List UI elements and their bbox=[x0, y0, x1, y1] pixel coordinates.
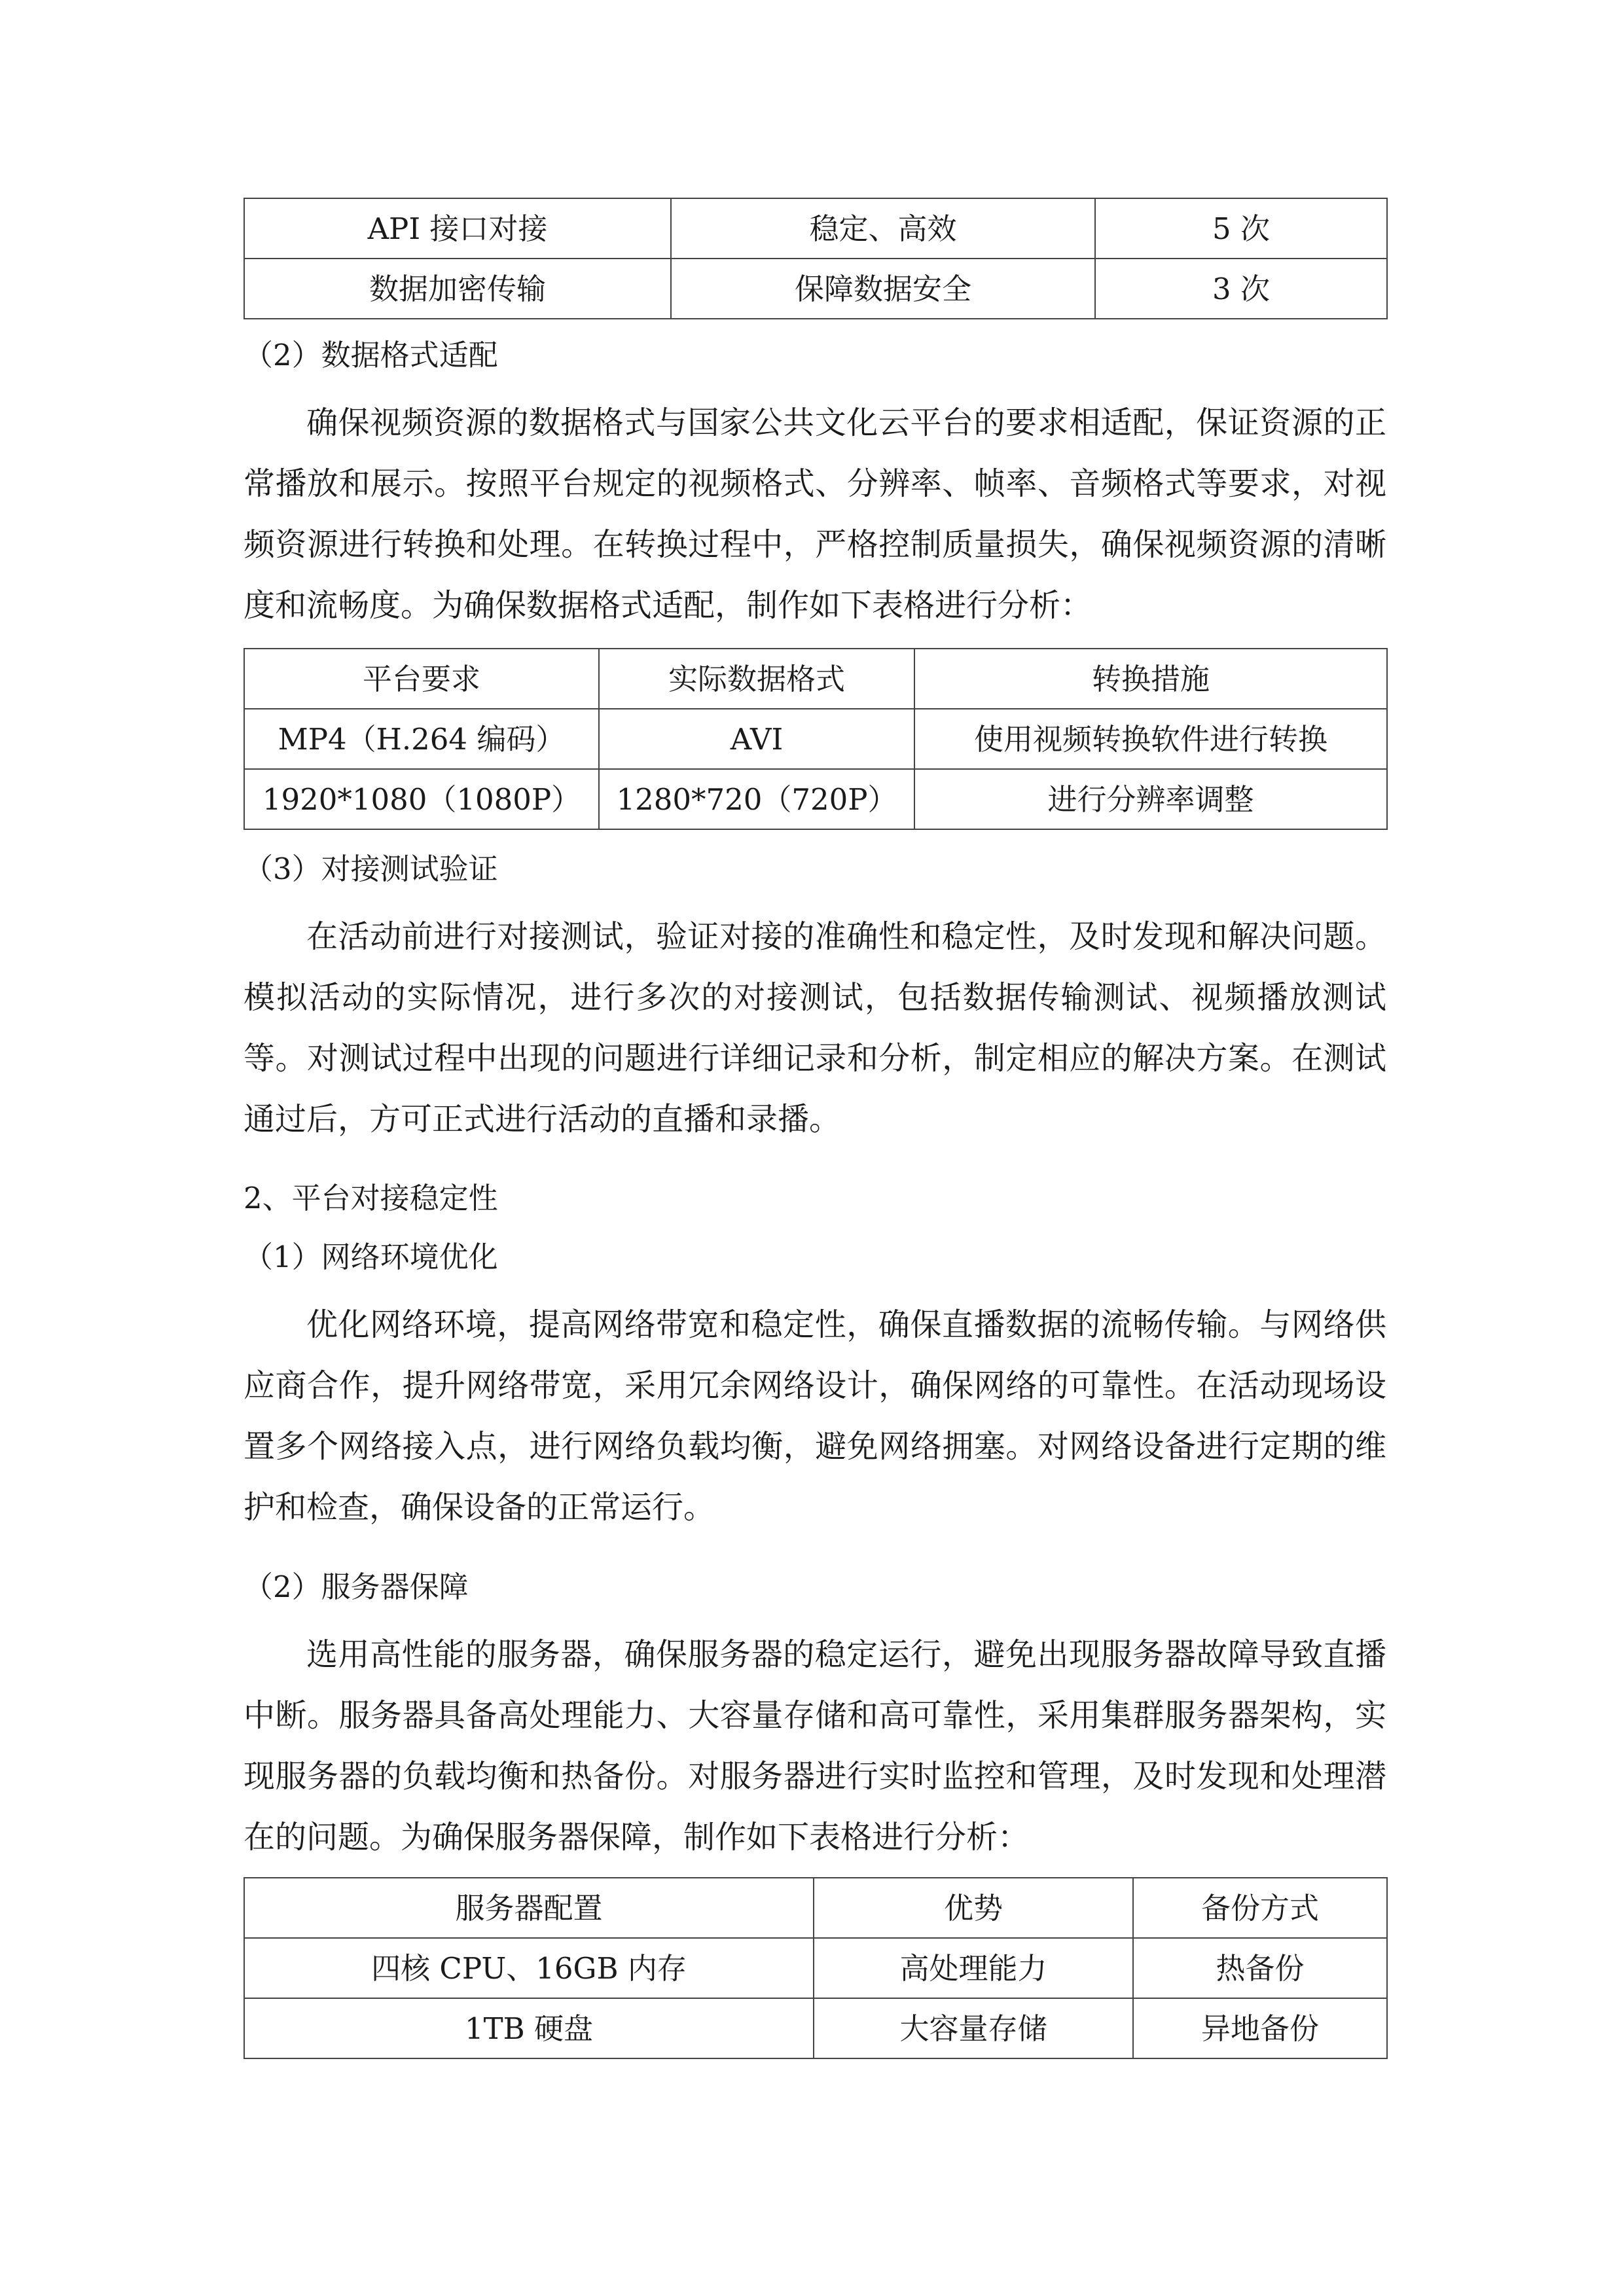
table-cell: 使用视频转换软件进行转换 bbox=[914, 709, 1387, 769]
table-row bbox=[244, 259, 1387, 319]
table-cell: 异地备份 bbox=[1133, 1998, 1387, 2058]
interface-table bbox=[244, 198, 1388, 319]
format-table bbox=[244, 648, 1388, 830]
table-cell: 1920*1080（1080P） bbox=[244, 769, 599, 829]
table-header-row bbox=[244, 649, 1387, 709]
heading-data-format: （2）数据格式适配 bbox=[244, 338, 498, 372]
table-header-cell: 备份方式 bbox=[1133, 1878, 1387, 1938]
table-row bbox=[244, 1938, 1387, 1998]
table-cell: 稳定、高效 bbox=[671, 198, 1095, 259]
table-header-cell: 实际数据格式 bbox=[599, 649, 914, 709]
table-cell: 保障数据安全 bbox=[671, 259, 1095, 319]
table-header-cell: 转换措施 bbox=[914, 649, 1387, 709]
heading-platform-stability: 2、平台对接稳定性 bbox=[244, 1181, 498, 1215]
table-cell: 数据加密传输 bbox=[244, 259, 671, 319]
table-cell: API 接口对接 bbox=[244, 198, 671, 259]
table-header-cell: 平台要求 bbox=[244, 649, 599, 709]
table-cell: 1TB 硬盘 bbox=[244, 1998, 814, 2058]
table-row bbox=[244, 709, 1387, 769]
paragraph-network: 优化网络环境，提高网络带宽和稳定性，确保直播数据的流畅传输。与网络供应商合作，提升网络带宽，采用冗余网络设计，确保网络的可靠性。在活动现场设置多个网络接入点，进行网络负载均衡，避免网络拥塞。对网络设备进行定期的维护和检查，确保设备的正常运行。 bbox=[244, 1306, 1386, 1526]
heading-network: （1）网络环境优化 bbox=[244, 1240, 498, 1274]
paragraph-data-format: 确保视频资源的数据格式与国家公共文化云平台的要求相适配，保证资源的正常播放和展示。按照平台规定的视频格式、分辨率、帧率、音频格式等要求，对视频资源进行转换和处理。在转换过程中，严格控制质量损失，确保视频资源的清晰度和流畅度。为确保数据格式适配，制作如下表格进行分析： bbox=[244, 404, 1386, 624]
table-cell: MP4（H.264 编码） bbox=[244, 709, 599, 769]
table-cell: 高处理能力 bbox=[814, 1938, 1133, 1998]
table-cell: 3 次 bbox=[1095, 259, 1387, 319]
table-header-cell: 优势 bbox=[814, 1878, 1133, 1938]
table-cell: AVI bbox=[599, 709, 914, 769]
paragraph-test-verify: 在活动前进行对接测试，验证对接的准确性和稳定性，及时发现和解决问题。模拟活动的实际情况，进行多次的对接测试，包括数据传输测试、视频播放测试等。对测试过程中出现的问题进行详细记录和分析，制定相应的解决方案。在测试通过后，方可正式进行活动的直播和录播。 bbox=[244, 918, 1386, 1138]
paragraph-server: 选用高性能的服务器，确保服务器的稳定运行，避免出现服务器故障导致直播中断。服务器具备高处理能力、大容量存储和高可靠性，采用集群服务器架构，实现服务器的负载均衡和热备份。对服务器进行实时监控和管理，及时发现和处理潜在的问题。为确保服务器保障，制作如下表格进行分析： bbox=[244, 1636, 1386, 1856]
table-cell: 5 次 bbox=[1095, 198, 1387, 259]
table-cell: 四核 CPU、16GB 内存 bbox=[244, 1938, 814, 1998]
table-cell: 大容量存储 bbox=[814, 1998, 1133, 2058]
table-row bbox=[244, 198, 1387, 259]
server-table bbox=[244, 1877, 1388, 2059]
table-header-cell: 服务器配置 bbox=[244, 1878, 814, 1938]
table-header-row bbox=[244, 1878, 1387, 1938]
table-row bbox=[244, 1998, 1387, 2058]
table-cell: 进行分辨率调整 bbox=[914, 769, 1387, 829]
table-cell: 1280*720（720P） bbox=[599, 769, 914, 829]
table-cell: 热备份 bbox=[1133, 1938, 1387, 1998]
table-row bbox=[244, 769, 1387, 829]
heading-server: （2）服务器保障 bbox=[244, 1570, 469, 1604]
heading-test-verify: （3）对接测试验证 bbox=[244, 852, 498, 886]
